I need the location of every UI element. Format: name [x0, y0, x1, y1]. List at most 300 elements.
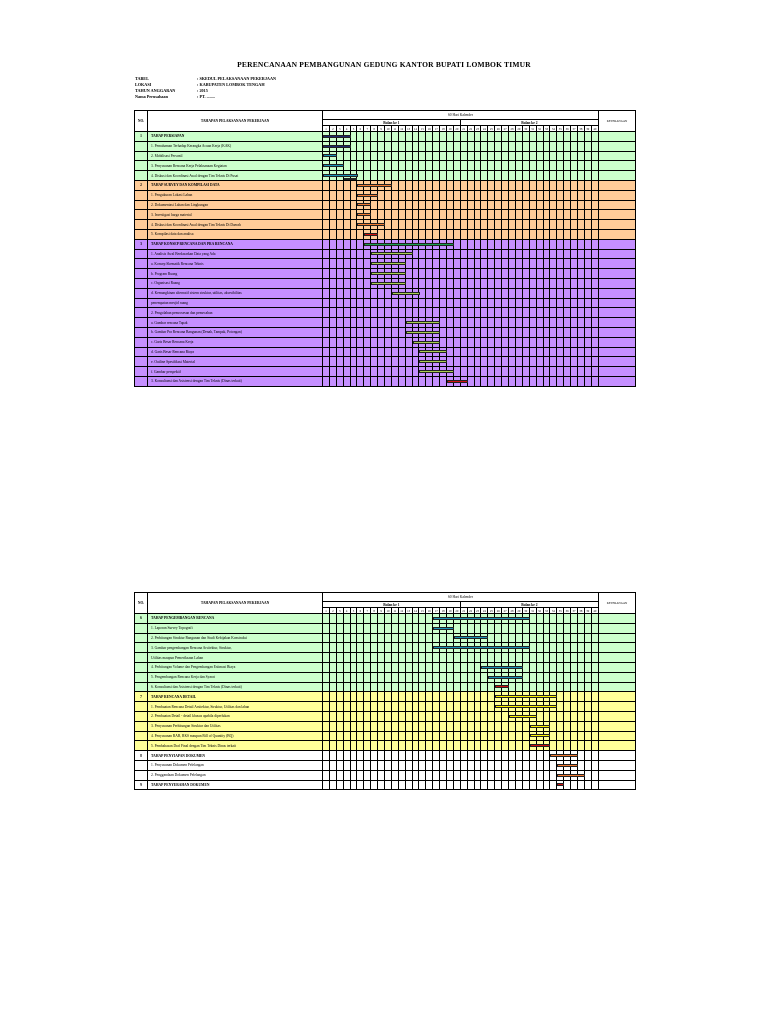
week-cell	[447, 259, 454, 269]
keterangan-cell	[598, 633, 635, 643]
week-cell	[329, 711, 336, 721]
week-cell	[350, 278, 357, 288]
week-cell	[398, 780, 405, 790]
week-cell	[336, 770, 343, 780]
task-row	[135, 770, 636, 780]
week-cell	[564, 180, 571, 190]
week-cell	[343, 760, 350, 770]
week-cell	[564, 229, 571, 239]
week-cell	[543, 367, 550, 377]
week-cell	[557, 643, 564, 653]
week-cell	[488, 318, 495, 328]
week-cell	[488, 171, 495, 181]
week-cell	[398, 623, 405, 633]
week-cell	[419, 741, 426, 751]
week-cell	[385, 643, 392, 653]
week-cell	[467, 210, 474, 220]
week-cell	[371, 711, 378, 721]
week-cell	[391, 643, 398, 653]
week-cell	[385, 357, 392, 367]
week-cell	[515, 180, 522, 190]
row-number: 9	[135, 780, 148, 790]
week-cell	[550, 171, 557, 181]
gantt-bar	[488, 676, 523, 679]
week-cell	[440, 190, 447, 200]
week-cell	[577, 357, 584, 367]
week-cell	[550, 249, 557, 259]
week-cell	[378, 357, 385, 367]
gantt-bar	[495, 685, 509, 688]
week-number: 27	[503, 608, 507, 613]
week-cell	[502, 721, 509, 731]
week-cell	[453, 357, 460, 367]
week-cell	[515, 308, 522, 318]
week-cell	[391, 702, 398, 712]
week-cell	[536, 357, 543, 367]
keterangan-cell	[598, 278, 635, 288]
week-cell	[584, 662, 591, 672]
week-cell	[515, 357, 522, 367]
week-cell	[591, 682, 598, 692]
week-cell	[453, 741, 460, 751]
week-cell	[350, 653, 357, 663]
week-cell	[426, 721, 433, 731]
week-cell	[557, 298, 564, 308]
week-cell	[329, 662, 336, 672]
keterangan-cell	[598, 692, 635, 702]
week-cell	[467, 132, 474, 142]
week-cell	[584, 180, 591, 190]
week-cell	[398, 161, 405, 171]
week-cell	[529, 220, 536, 230]
week-cell	[536, 682, 543, 692]
week-cell	[329, 682, 336, 692]
week-cell	[591, 614, 598, 624]
week-cell	[543, 132, 550, 142]
week-cell	[550, 269, 557, 279]
week-cell	[447, 278, 454, 288]
row-number	[135, 702, 148, 712]
week-cell	[557, 239, 564, 249]
week-cell	[460, 741, 467, 751]
week-cell	[474, 269, 481, 279]
week-cell	[543, 259, 550, 269]
week-cell	[543, 682, 550, 692]
week-cell	[329, 210, 336, 220]
week-cell	[515, 269, 522, 279]
week-cell	[502, 200, 509, 210]
week-cell	[515, 741, 522, 751]
week-cell	[509, 259, 516, 269]
week-cell	[336, 249, 343, 259]
week-cell	[474, 357, 481, 367]
week-cell	[460, 327, 467, 337]
week-cell	[460, 770, 467, 780]
week-cell	[419, 210, 426, 220]
week-cell	[550, 731, 557, 741]
week-cell	[474, 741, 481, 751]
week-cell	[426, 200, 433, 210]
week-cell	[364, 288, 371, 298]
week-cell	[323, 751, 330, 761]
task-label: f. Gambar perspektif	[148, 367, 323, 377]
week-cell	[378, 614, 385, 624]
week-cell	[433, 161, 440, 171]
week-cell	[515, 653, 522, 663]
week-number: 12	[400, 126, 404, 131]
task-row	[135, 721, 636, 731]
week-cell	[336, 180, 343, 190]
week-cell	[364, 298, 371, 308]
week-cell	[378, 623, 385, 633]
month-1-header: Bulan ke 1	[323, 602, 461, 608]
week-cell	[591, 760, 598, 770]
week-cell	[543, 200, 550, 210]
week-cell	[550, 760, 557, 770]
week-cell	[323, 623, 330, 633]
week-cell	[550, 327, 557, 337]
week-cell	[502, 780, 509, 790]
week-cell	[495, 141, 502, 151]
week-cell	[550, 141, 557, 151]
week-cell	[336, 229, 343, 239]
week-number: 13	[407, 126, 411, 131]
week-cell	[336, 662, 343, 672]
week-cell	[350, 672, 357, 682]
week-cell	[529, 239, 536, 249]
week-cell	[357, 239, 364, 249]
week-cell	[419, 643, 426, 653]
week-cell	[481, 210, 488, 220]
week-cell	[495, 132, 502, 142]
week-cell	[584, 269, 591, 279]
week-cell	[474, 692, 481, 702]
week-cell	[509, 132, 516, 142]
week-cell	[495, 347, 502, 357]
week-cell	[329, 741, 336, 751]
week-cell	[509, 682, 516, 692]
week-cell	[385, 337, 392, 347]
week-cell	[336, 200, 343, 210]
week-number: 9	[378, 608, 385, 614]
week-cell	[405, 760, 412, 770]
week-cell	[460, 249, 467, 259]
week-cell	[433, 721, 440, 731]
week-cell	[481, 662, 488, 672]
week-cell	[336, 239, 343, 249]
week-cell	[323, 161, 330, 171]
phase-title: TAHAP PERSIAPAN	[148, 132, 323, 142]
week-cell	[577, 180, 584, 190]
phase-title: TAHAP RENCANA DETAIL	[148, 692, 323, 702]
week-cell	[426, 633, 433, 643]
week-cell	[543, 278, 550, 288]
week-cell	[488, 721, 495, 731]
week-cell	[550, 220, 557, 230]
week-cell	[536, 367, 543, 377]
week-cell	[529, 633, 536, 643]
week-cell	[323, 171, 330, 181]
week-cell	[474, 347, 481, 357]
week-cell	[577, 741, 584, 751]
week-cell	[550, 682, 557, 692]
week-cell	[385, 161, 392, 171]
week-cell	[577, 269, 584, 279]
week-cell	[564, 672, 571, 682]
row-number	[135, 337, 148, 347]
week-cell	[336, 327, 343, 337]
keterangan-cell	[598, 376, 635, 386]
week-number: 24	[482, 126, 486, 131]
week-cell	[378, 190, 385, 200]
week-cell	[550, 229, 557, 239]
week-cell	[336, 741, 343, 751]
keterangan-cell	[598, 327, 635, 337]
week-cell	[329, 367, 336, 377]
week-cell	[488, 220, 495, 230]
week-cell	[447, 692, 454, 702]
week-cell	[350, 249, 357, 259]
week-cell	[557, 278, 564, 288]
week-cell	[550, 259, 557, 269]
week-cell	[543, 760, 550, 770]
week-cell	[467, 682, 474, 692]
week-cell	[522, 249, 529, 259]
week-cell	[495, 721, 502, 731]
week-cell	[357, 337, 364, 347]
week-number: 36	[565, 126, 569, 131]
week-cell	[440, 711, 447, 721]
week-cell	[412, 229, 419, 239]
week-cell	[495, 161, 502, 171]
week-cell	[433, 760, 440, 770]
week-cell	[509, 269, 516, 279]
week-cell	[536, 643, 543, 653]
row-number	[135, 711, 148, 721]
week-cell	[543, 161, 550, 171]
week-cell	[447, 220, 454, 230]
week-cell	[571, 741, 578, 751]
week-cell	[329, 760, 336, 770]
week-cell	[343, 672, 350, 682]
week-cell	[536, 711, 543, 721]
task-row	[135, 633, 636, 643]
week-cell	[460, 318, 467, 328]
week-cell	[412, 259, 419, 269]
row-number: 2	[135, 180, 148, 190]
week-cell	[405, 318, 412, 328]
week-cell	[591, 711, 598, 721]
col-keterangan-header: KETERANGAN	[598, 111, 635, 132]
week-cell	[495, 171, 502, 181]
week-cell	[329, 278, 336, 288]
week-cell	[364, 347, 371, 357]
week-cell	[502, 239, 509, 249]
week-cell	[584, 141, 591, 151]
week-cell	[543, 171, 550, 181]
week-cell	[357, 662, 364, 672]
week-cell	[364, 151, 371, 161]
week-cell	[467, 347, 474, 357]
week-cell	[447, 672, 454, 682]
week-cell	[412, 643, 419, 653]
week-cell	[557, 376, 564, 386]
week-cell	[357, 702, 364, 712]
week-cell	[584, 337, 591, 347]
week-cell	[323, 278, 330, 288]
week-cell	[453, 171, 460, 181]
week-cell	[385, 347, 392, 357]
week-cell	[426, 308, 433, 318]
week-cell	[502, 327, 509, 337]
task-label: 1. Penyusunan Dokumen Pelelangan	[148, 760, 323, 770]
week-cell	[343, 653, 350, 663]
week-cell	[571, 682, 578, 692]
week-cell	[371, 623, 378, 633]
week-cell	[357, 141, 364, 151]
week-cell	[591, 780, 598, 790]
meta-value: : SKEDUL PELAKSANAAN PEKERJAAN	[197, 76, 276, 81]
week-cell	[460, 220, 467, 230]
week-cell	[495, 367, 502, 377]
week-cell	[323, 269, 330, 279]
week-cell	[440, 337, 447, 347]
keterangan-cell	[598, 190, 635, 200]
week-cell	[398, 357, 405, 367]
week-cell	[364, 672, 371, 682]
week-cell	[391, 633, 398, 643]
week-cell	[557, 721, 564, 731]
week-number: 14	[414, 608, 418, 613]
week-cell	[447, 741, 454, 751]
week-cell	[474, 151, 481, 161]
week-cell	[502, 623, 509, 633]
task-row	[135, 327, 636, 337]
week-cell	[460, 308, 467, 318]
week-cell	[412, 180, 419, 190]
week-cell	[385, 711, 392, 721]
week-cell	[481, 259, 488, 269]
week-cell	[529, 751, 536, 761]
week-cell	[488, 249, 495, 259]
week-cell	[378, 711, 385, 721]
week-cell	[543, 229, 550, 239]
keterangan-cell	[598, 337, 635, 347]
week-cell	[323, 741, 330, 751]
meta-key: Nama Perusahaan	[135, 94, 168, 99]
week-cell	[495, 653, 502, 663]
week-cell	[433, 308, 440, 318]
week-cell	[591, 662, 598, 672]
week-cell	[543, 633, 550, 643]
week-cell	[495, 770, 502, 780]
week-cell	[529, 151, 536, 161]
week-cell	[433, 180, 440, 190]
week-cell	[571, 318, 578, 328]
week-cell	[343, 288, 350, 298]
week-cell	[405, 141, 412, 151]
keterangan-cell	[598, 721, 635, 731]
week-number: 33	[544, 608, 548, 613]
week-cell	[453, 161, 460, 171]
week-cell	[405, 741, 412, 751]
week-number: 19	[448, 126, 452, 131]
week-cell	[433, 672, 440, 682]
week-cell	[447, 249, 454, 259]
week-cell	[522, 161, 529, 171]
week-cell	[405, 367, 412, 377]
week-cell	[495, 239, 502, 249]
week-cell	[467, 259, 474, 269]
week-cell	[426, 702, 433, 712]
week-cell	[405, 220, 412, 230]
week-cell	[350, 702, 357, 712]
week-cell	[343, 751, 350, 761]
week-cell	[536, 376, 543, 386]
week-cell	[398, 643, 405, 653]
week-cell	[474, 318, 481, 328]
week-cell	[509, 239, 516, 249]
keterangan-cell	[598, 210, 635, 220]
week-cell	[426, 269, 433, 279]
week-cell	[419, 376, 426, 386]
week-cell	[371, 141, 378, 151]
week-cell	[495, 692, 502, 702]
week-cell	[378, 318, 385, 328]
week-cell	[343, 190, 350, 200]
week-cell	[405, 376, 412, 386]
week-cell	[433, 298, 440, 308]
week-cell	[453, 210, 460, 220]
keterangan-cell	[598, 662, 635, 672]
week-cell	[564, 741, 571, 751]
week-cell	[357, 682, 364, 692]
week-cell	[529, 780, 536, 790]
week-cell	[564, 367, 571, 377]
week-number: 15	[420, 126, 424, 131]
week-cell	[474, 141, 481, 151]
task-label: 2. Dokumentasi Lahan dan Lingkungan	[148, 200, 323, 210]
keterangan-cell	[598, 249, 635, 259]
week-cell	[391, 308, 398, 318]
week-cell	[550, 751, 557, 761]
week-cell	[323, 770, 330, 780]
week-cell	[591, 239, 598, 249]
gantt-bar	[323, 145, 351, 148]
week-cell	[453, 623, 460, 633]
week-cell	[495, 269, 502, 279]
week-cell	[371, 161, 378, 171]
week-cell	[502, 161, 509, 171]
week-cell	[343, 220, 350, 230]
week-cell	[467, 623, 474, 633]
week-cell	[419, 190, 426, 200]
week-cell	[502, 171, 509, 181]
week-cell	[364, 376, 371, 386]
row-number	[135, 760, 148, 770]
week-cell	[584, 692, 591, 702]
week-cell	[502, 249, 509, 259]
week-cell	[398, 347, 405, 357]
keterangan-cell	[598, 623, 635, 633]
gantt-bar	[323, 135, 351, 138]
week-cell	[488, 741, 495, 751]
week-cell	[577, 614, 584, 624]
week-cell	[529, 161, 536, 171]
week-cell	[364, 741, 371, 751]
week-cell	[584, 220, 591, 230]
schedule-table-1	[134, 110, 636, 387]
